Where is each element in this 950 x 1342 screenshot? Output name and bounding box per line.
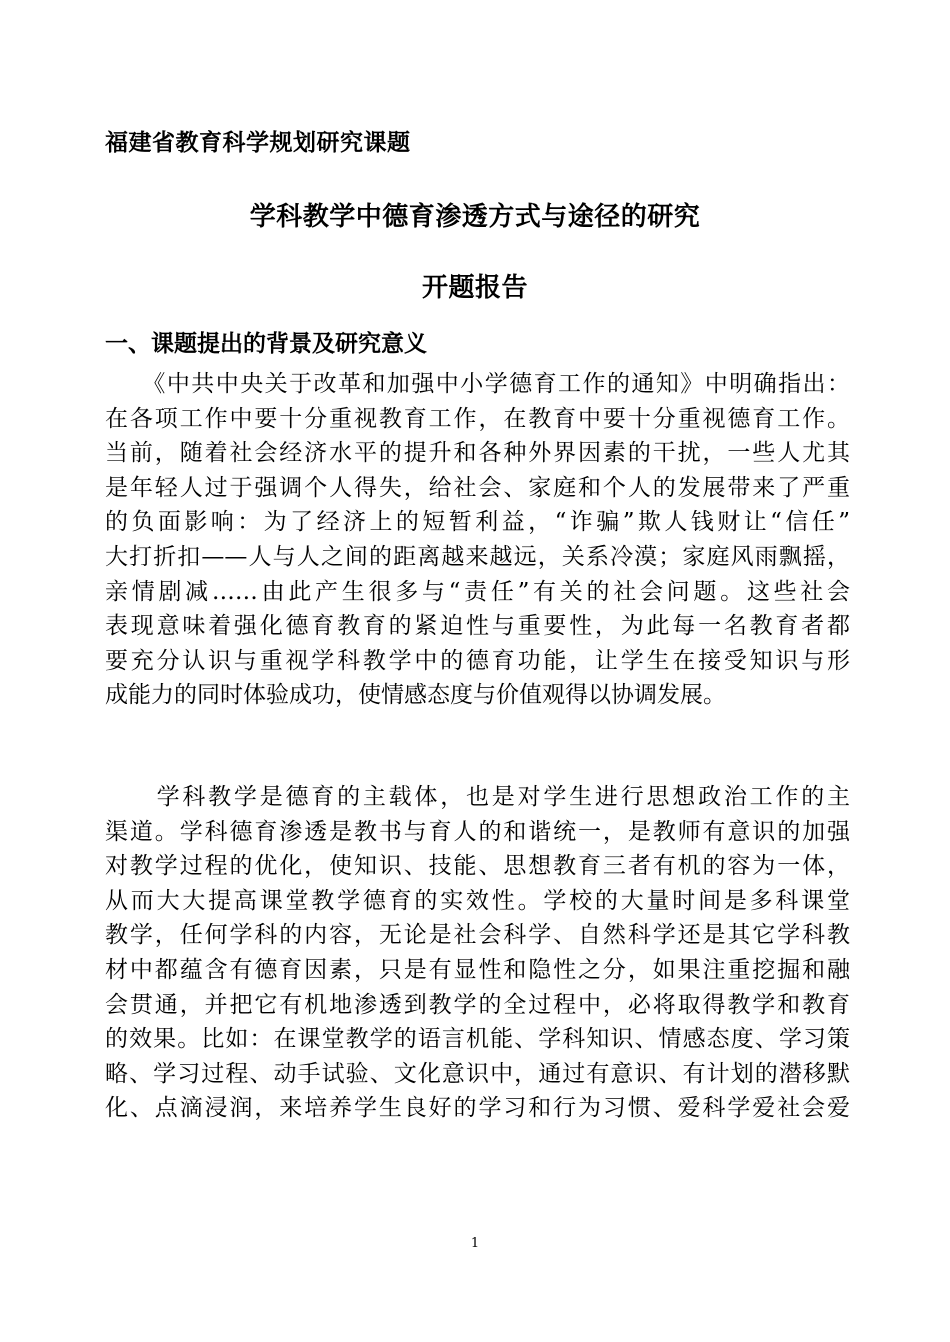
- paragraph-significance: [105, 780, 850, 1126]
- paragraph-line: 当前，随着社会经济水平的提升和各种外界因素的干扰，一些人尤其: [105, 440, 850, 467]
- paragraph-line: 成能力的同时体验成功，使情感态度与价值观得以协调发展。: [105, 682, 726, 709]
- paragraph-line: 略、学习过程、动手试验、文化意识中，通过有意识、有计划的潜移默: [105, 1060, 850, 1087]
- paragraph-line: 是年轻人过于强调个人得失，给社会、家庭和个人的发展带来了严重: [105, 474, 850, 501]
- report-sub-title: 开题报告: [421, 273, 528, 303]
- paragraph-line: 要充分认识与重视学科教学中的德育功能，让学生在接受知识与形: [105, 647, 850, 674]
- project-category-title: 福建省教育科学规划研究课题: [105, 129, 411, 156]
- paragraph-line: 化、点滴浸润，来培养学生良好的学习和行为习惯、爱科学爱社会爱: [105, 1095, 850, 1122]
- paragraph-line: 大打折扣——人与人之间的距离越来越远，关系冷漠；家庭风雨飘摇，: [105, 543, 850, 570]
- paragraph-line: 亲情剧减……由此产生很多与“责任”有关的社会问题。这些社会: [105, 578, 850, 605]
- report-main-title: 学科教学中德育渗透方式与途径的研究: [249, 202, 701, 232]
- paragraph-line: 从而大大提高课堂教学德育的实效性。学校的大量时间是多科课堂: [105, 887, 850, 914]
- paragraph-line: 的负面影响：为了经济上的短暂利益，“诈骗”欺人钱财让“信任”: [105, 509, 850, 536]
- section-heading: 一、课题提出的背景及研究意义: [105, 330, 427, 357]
- paragraph-line: 材中都蕴含有德育因素，只是有显性和隐性之分，如果注重挖掘和融: [105, 956, 850, 983]
- paragraph-line: 在各项工作中要十分重视教育工作，在教育中要十分重视德育工作。: [105, 405, 850, 432]
- paragraph-line: 《中共中央关于改革和加强中小学德育工作的通知》中明确指出：: [105, 371, 850, 397]
- paragraph-line: 会贯通，并把它有机地渗透到教学的全过程中，必将取得教学和教育: [105, 991, 850, 1018]
- paragraph-line: 教学，任何学科的内容，无论是社会科学、自然科学还是其它学科教: [105, 922, 850, 949]
- paragraph-background: [105, 367, 850, 713]
- paragraph-line: 表现意味着强化德育教育的紧迫性与重要性，为此每一名教育者都: [105, 613, 850, 640]
- paragraph-line: 渠道。学科德育渗透是教书与育人的和谐统一，是教师有意识的加强: [105, 818, 850, 845]
- paragraph-line: 对教学过程的优化，使知识、技能、思想教育三者有机的容为一体，: [105, 853, 850, 880]
- paragraph-line: 的效果。比如：在课堂教学的语言机能、学科知识、情感态度、学习策: [105, 1026, 850, 1053]
- page-number: 1: [470, 1236, 480, 1251]
- paragraph-line: 学科教学是德育的主载体，也是对学生进行思想政治工作的主: [105, 784, 850, 810]
